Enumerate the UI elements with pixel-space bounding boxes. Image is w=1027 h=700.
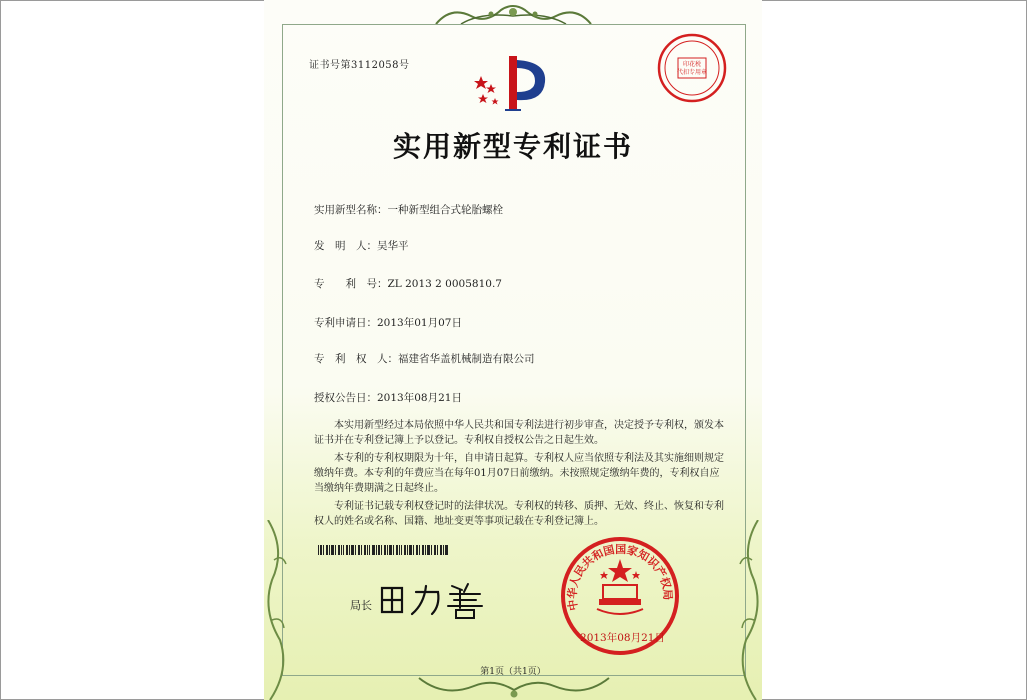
field-filing-date <box>314 315 462 330</box>
certificate-number: 证书号第3112058号 <box>309 60 410 71</box>
field-label: 专 利 权 人： <box>314 353 398 365</box>
field-value: 吴华平 <box>377 240 409 252</box>
svg-text:代扣专用章: 代扣专用章 <box>676 69 708 76</box>
agency-tax-seal <box>656 32 728 104</box>
barcode <box>318 545 448 555</box>
field-value: 一种新型组合式轮胎螺栓 <box>387 204 503 216</box>
seal-date: 2013年08月21日 <box>580 632 665 644</box>
field-label: 实用新型名称： <box>314 204 388 216</box>
patent-certificate <box>264 0 762 700</box>
field-value: 2013年01月07日 <box>377 317 462 329</box>
body-paragraph: 本专利的专利权期限为十年，自申请日起算。专利权人应当依照专利法及其实施细则规定缴纳年费。本专利的年费应当在每年01月07日前缴纳。未按照规定缴纳年费的，专利权自应当缴纳年费期满之日起终止。 <box>314 453 724 494</box>
field-grant-date <box>314 390 462 405</box>
field-inventor <box>314 238 409 253</box>
field-value: 福建省华盖机械制造有限公司 <box>398 353 535 365</box>
field-patentee <box>314 351 535 366</box>
field-label: 专利申请日： <box>314 317 377 329</box>
body-paragraph: 专利证书记载专利权登记时的法律状况。专利权的转移、质押、无效、终止、恢复和专利权人的姓名或名称、国籍、地址变更等事项记载在专利登记簿上。 <box>314 501 724 527</box>
page-number: 第1页（共1页） <box>480 667 546 677</box>
field-patent-number <box>314 276 502 291</box>
director-signature <box>376 580 498 620</box>
field-label: 发 明 人： <box>314 240 377 252</box>
svg-text:中华人民共和国国家知识产权局: 中华人民共和国国家知识产权局 <box>565 542 675 612</box>
field-value: ZL 2013 2 0005810.7 <box>387 278 502 290</box>
certificate-body <box>314 418 724 532</box>
certificate-title: 实用新型专利证书 <box>392 130 633 163</box>
director-label: 局长 <box>350 599 372 612</box>
patent-office-emblem-icon <box>471 52 555 114</box>
field-value: 2013年08月21日 <box>377 392 462 404</box>
field-label: 专 利 号： <box>314 278 388 290</box>
field-label: 授权公告日： <box>314 392 377 404</box>
body-paragraph: 本实用新型经过本局依照中华人民共和国专利法进行初步审查，决定授予专利权，颁发本证书并在专利登记簿上予以登记。专利权自授权公告之日起生效。 <box>314 420 724 446</box>
field-utility-model-name <box>314 202 503 217</box>
svg-text:印花税: 印花税 <box>682 61 702 68</box>
